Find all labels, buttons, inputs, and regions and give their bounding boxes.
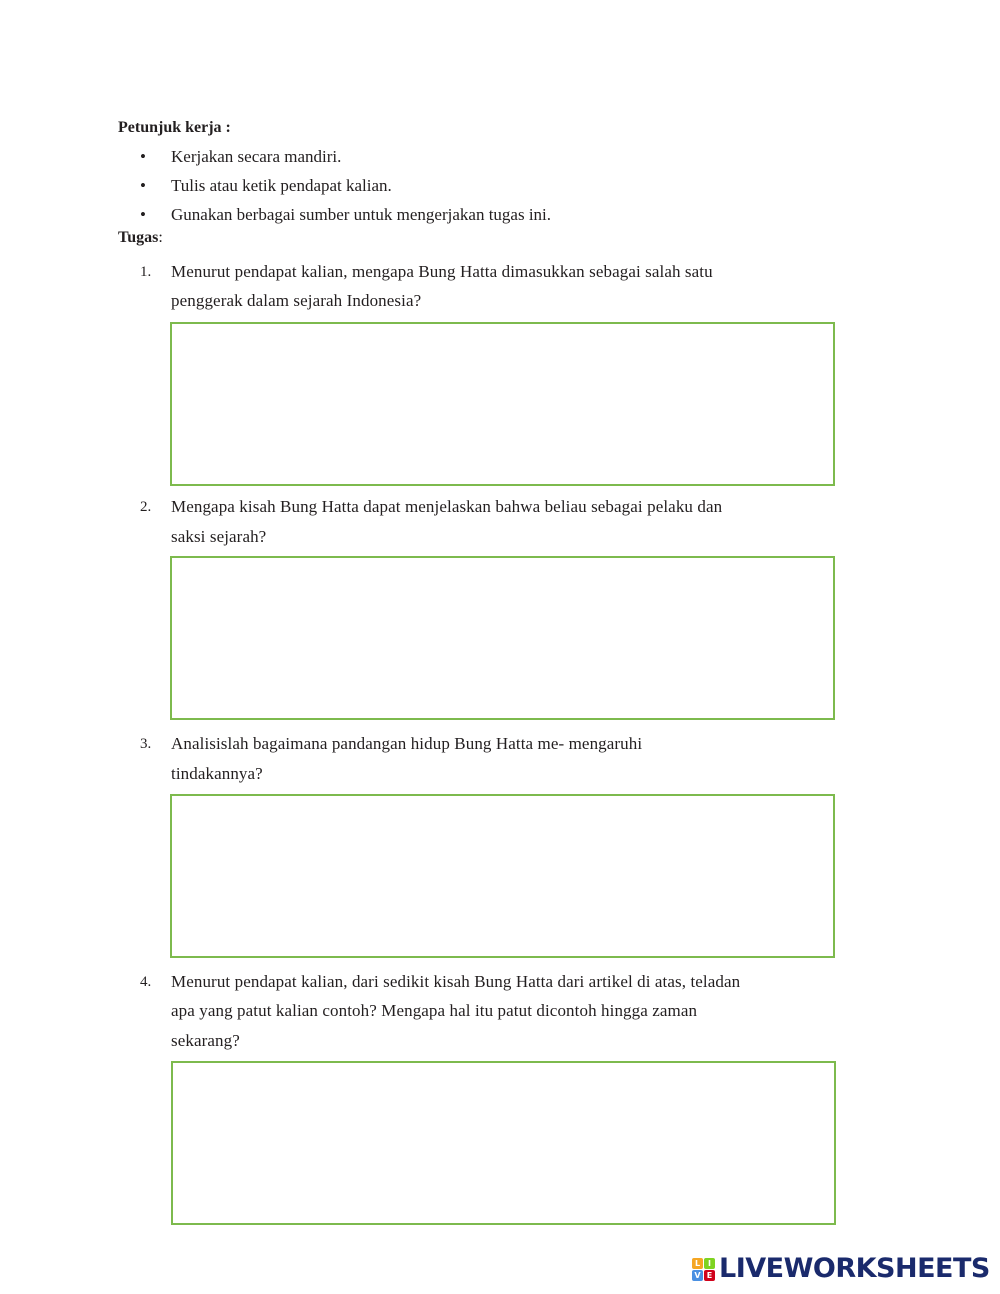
question-text: Menurut pendapat kalian, dari sedikit kisah Bung Hatta dari artikel di atas, teladan xyxy=(171,972,741,991)
instructions-heading: Petunjuk kerja : xyxy=(118,119,231,136)
bullet-icon: • xyxy=(140,147,146,166)
bullet-icon: • xyxy=(140,205,146,224)
question-text: saksi sejarah? xyxy=(171,527,267,546)
answer-box-4[interactable] xyxy=(171,1061,836,1225)
tasks-heading: Tugas: xyxy=(118,229,163,246)
liveworksheets-logo-icon: L I V E xyxy=(692,1258,715,1281)
question-text: Menurut pendapat kalian, mengapa Bung Hatta dimasukkan sebagai salah satu xyxy=(171,262,713,281)
bullet-icon: • xyxy=(140,176,146,195)
question-text: apa yang patut kalian contoh? Mengapa hal itu patut dicontoh hingga zaman xyxy=(171,1001,698,1020)
liveworksheets-logo[interactable] xyxy=(692,1254,990,1284)
answer-box-2[interactable] xyxy=(170,556,835,720)
question-number: 2. xyxy=(140,499,152,515)
liveworksheets-wordmark: LIVEWORKSHEETS xyxy=(719,1253,990,1284)
question-text: penggerak dalam sejarah Indonesia? xyxy=(171,291,422,310)
question-text: sekarang? xyxy=(171,1031,240,1050)
question-text: tindakannya? xyxy=(171,764,263,783)
question-text: Analisislah bagaimana pandangan hidup Bung Hatta me- mengaruhi xyxy=(171,734,643,753)
question-text: Mengapa kisah Bung Hatta dapat menjelaskan bahwa beliau sebagai pelaku dan xyxy=(171,497,723,516)
answer-box-3[interactable] xyxy=(170,794,835,958)
question-number: 1. xyxy=(140,264,152,280)
question-number: 4. xyxy=(140,974,152,990)
answer-box-1[interactable] xyxy=(170,322,835,486)
question-number: 3. xyxy=(140,736,152,752)
